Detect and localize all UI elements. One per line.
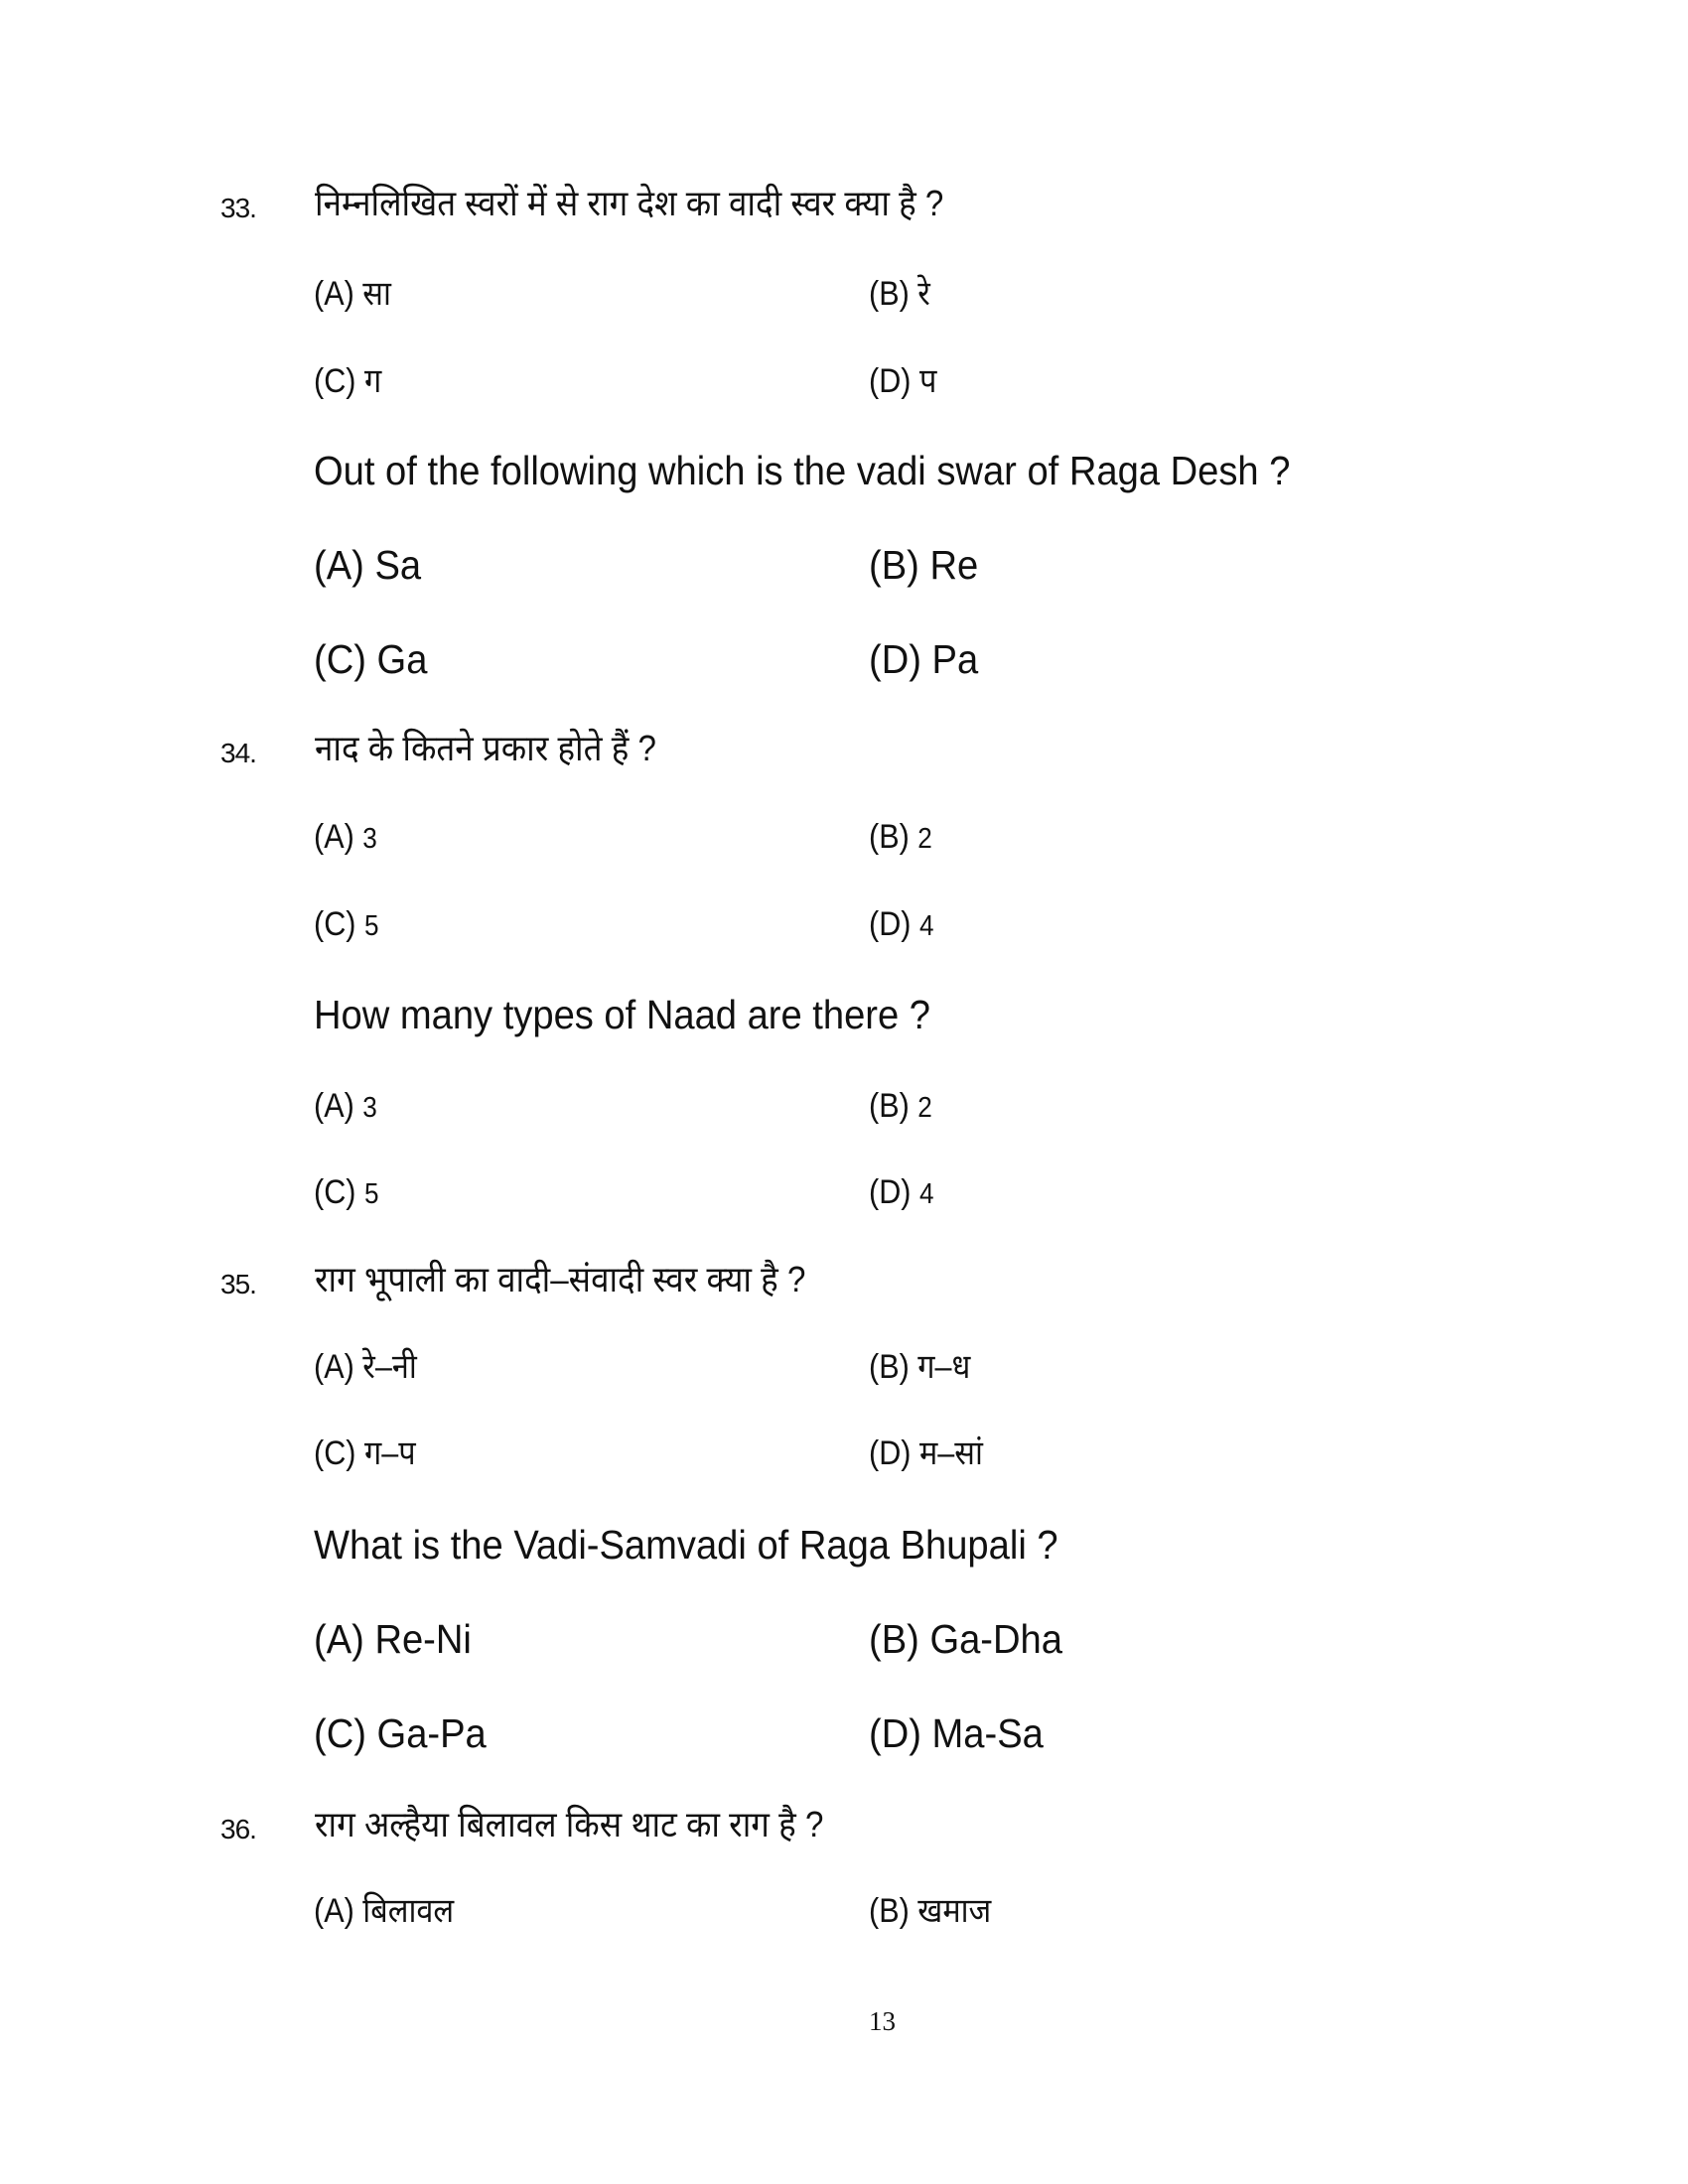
option-b-hindi: (B) 2: [869, 818, 932, 856]
option-c-hindi: (C) 5: [314, 905, 379, 943]
option-b-english: (B) Re: [869, 542, 979, 588]
option-a-hindi: (A) 3: [314, 818, 377, 856]
option-b-english: (B) Ga-Dha: [869, 1616, 1062, 1662]
question-text-hindi: निम्नलिखित स्वरों में से राग देश का वादी स्वर क्या है ?: [315, 183, 944, 223]
option-a-english: (A) Sa: [314, 542, 422, 588]
question-text-english: Out of the following which is the vadi swar of Raga Desh ?: [314, 448, 1291, 493]
question-text-english: How many types of Naad are there ?: [314, 992, 930, 1037]
option-a-hindi: (A) रे–नी: [314, 1348, 417, 1386]
option-a-english: (A) 3: [314, 1087, 377, 1125]
option-c-hindi: (C) ग–प: [314, 1434, 416, 1472]
question-number: 36.: [220, 1814, 256, 1844]
option-b-hindi: (B) रे: [869, 275, 930, 313]
option-c-hindi: (C) ग: [314, 362, 382, 400]
question-text-hindi: राग भूपाली का वादी–संवादी स्वर क्या है ?: [315, 1259, 806, 1299]
option-d-hindi: (D) प: [869, 362, 937, 400]
page-number: 13: [869, 2006, 896, 2036]
option-d-hindi: (D) म–सां: [869, 1434, 983, 1472]
option-d-hindi: (D) 4: [869, 905, 934, 943]
option-b-hindi: (B) ग–ध: [869, 1348, 971, 1386]
option-b-hindi: (B) खमाज: [869, 1892, 992, 1930]
option-a-hindi: (A) सा: [314, 275, 391, 313]
option-a-english: (A) Re-Ni: [314, 1616, 472, 1662]
option-d-english: (D) Pa: [869, 636, 979, 682]
option-b-english: (B) 2: [869, 1087, 932, 1125]
question-text-hindi: राग अल्हैया बिलावल किस थाट का राग है ?: [315, 1804, 824, 1844]
question-text-english: What is the Vadi-Samvadi of Raga Bhupali ?: [314, 1522, 1058, 1568]
question-number: 35.: [220, 1269, 256, 1299]
option-a-hindi: (A) बिलावल: [314, 1892, 455, 1930]
option-c-english: (C) Ga: [314, 636, 428, 682]
question-text-hindi: नाद के कितने प्रकार होते हैं ?: [315, 728, 656, 768]
option-d-english: (D) 4: [869, 1173, 934, 1211]
question-number: 34.: [220, 738, 256, 768]
option-c-english: (C) 5: [314, 1173, 379, 1211]
question-number: 33.: [220, 193, 256, 223]
option-c-english: (C) Ga-Pa: [314, 1710, 487, 1756]
option-d-english: (D) Ma-Sa: [869, 1710, 1044, 1756]
